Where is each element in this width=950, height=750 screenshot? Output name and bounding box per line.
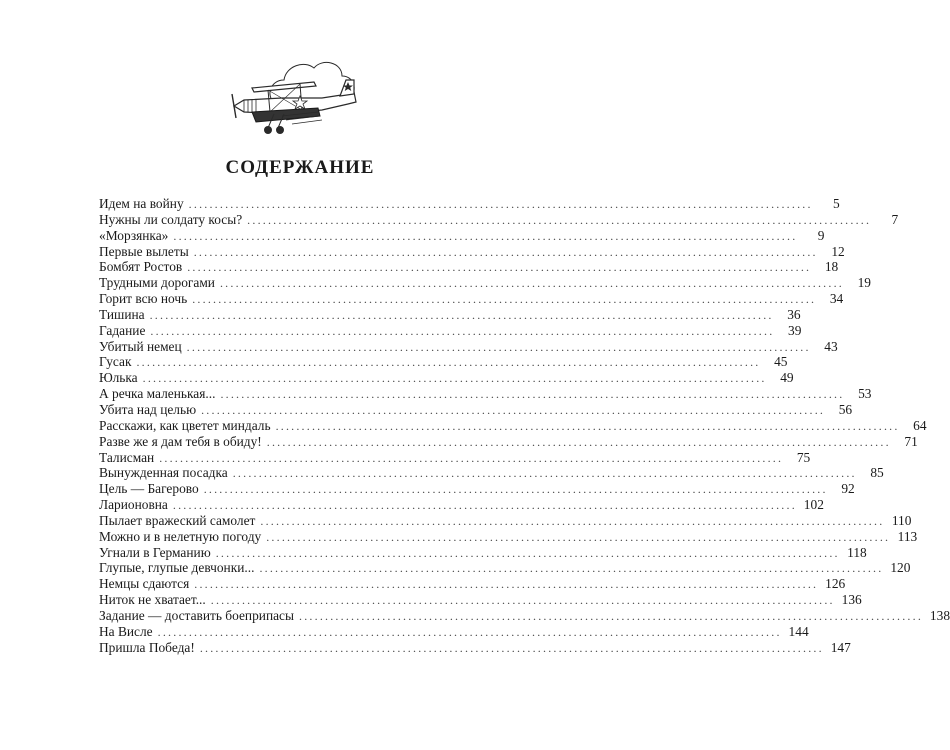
toc-entry [99,449,811,466]
toc-entry-title: Пришла Победа! [99,639,195,655]
dot-leader: ........................................................................................................................ [266,529,891,544]
toc-entry [99,512,912,529]
dot-leader: ........................................................................................................................ [210,593,835,608]
toc-entry [99,370,794,386]
toc-entry-page: 45 [774,354,788,370]
toc-entry-title: Убита над целью [99,401,197,417]
toc-entry-title: Цель — Багерово [99,481,199,497]
table-of-contents [99,196,950,655]
toc-entry-title: Трудными дорогами [99,275,215,291]
dot-leader: ........................................................................................................................ [266,434,891,449]
toc-entry-title: Бомбят Ростов [99,259,183,275]
toc-entry-page: 113 [897,528,918,544]
dot-leader: ........................................................................................................................ [172,498,797,513]
dot-leader: ........................................................................................................................ [215,545,840,560]
toc-entry-title: Гусак [99,354,132,370]
dot-leader: ........................................................................................................................ [219,276,844,291]
toc-entry-page: 138 [929,607,950,623]
toc-entry-page: 110 [891,512,912,528]
dot-leader: ........................................................................................................................ [186,339,811,354]
toc-entry-title: Глупые, глупые девчонки... [99,560,255,576]
toc-entry-title: Нужны ли солдату косы? [99,211,243,227]
dot-leader: ........................................................................................................................ [149,307,774,322]
toc-entry [99,623,809,640]
toc-entry [99,607,950,624]
toc-entry-page: 102 [803,497,824,513]
dot-leader: ........................................................................................................................ [220,387,845,402]
toc-entry-title: На Висле [99,623,153,639]
toc-entry-title: Разве же я дам тебя в обиду! [99,433,262,449]
toc-entry-title: Идем на войну [99,196,184,211]
toc-entry [99,497,824,513]
toc-entry [99,592,862,608]
toc-entry-page: 144 [788,623,809,639]
toc-entry-page: 36 [787,306,801,322]
toc-entry-page: 64 [913,417,927,433]
toc-entry-page: 75 [796,449,811,465]
toc-entry-title: Угнали в Германию [99,544,211,560]
toc-entry [99,291,844,307]
dot-leader: ........................................................................................................................ [201,402,826,417]
dot-leader: ........................................................................................................................ [194,577,819,592]
dot-leader: ........................................................................................................................ [142,371,767,386]
dot-leader: ........................................................................................................................ [260,513,885,528]
toc-entry-page: 34 [829,291,844,307]
toc-entry [99,275,871,291]
dot-leader: ........................................................................................................................ [247,212,872,227]
dot-leader: ........................................................................................................................ [136,355,761,370]
dot-leader: ........................................................................................................................ [187,260,812,275]
toc-entry [99,354,788,370]
page-title: СОДЕРЖАНИЕ [225,157,375,178]
toc-entry-page: 71 [904,433,918,449]
biplane-icon [222,50,372,146]
dot-leader: ........................................................................................................................ [157,624,782,639]
toc-entry-title: Ларионовна [99,497,168,513]
toc-entry [99,338,838,355]
toc-entry-page: 126 [825,576,846,592]
toc-entry-page: 5 [832,196,840,211]
toc-entry-page: 49 [780,370,794,386]
toc-entry-title: Немцы сдаются [99,576,190,592]
dot-leader: ........................................................................................................................ [299,608,924,623]
toc-entry-page: 39 [788,322,802,338]
toc-entry-title: Талисман [99,449,155,465]
toc-entry-page: 136 [841,592,862,608]
toc-entry [99,544,867,561]
toc-entry-page: 118 [847,544,867,560]
toc-entry-title: Первые вылеты [99,243,189,259]
toc-entry-page: 147 [830,639,851,655]
toc-entry-page: 53 [858,386,872,402]
toc-entry-page: 85 [870,465,884,481]
toc-entry [99,528,918,545]
toc-entry-title: Горит всю ночь [99,291,188,307]
toc-entry [99,465,884,481]
toc-entry-title: Пылает вражеский самолет [99,512,256,528]
biplane-illustration [222,50,372,146]
toc-entry [99,433,918,450]
toc-entry-title: Задание — доставить боеприпасы [99,607,295,623]
toc-entry-page: 56 [838,401,853,417]
toc-entry [99,417,927,434]
toc-entry-title: Можно и в нелетную погоду [99,528,262,544]
toc-entry-page: 92 [841,481,855,497]
toc-entry [99,322,802,339]
toc-entry [99,211,899,228]
toc-entry [99,639,851,656]
toc-entry-page: 19 [857,275,871,291]
toc-entry [99,227,825,244]
toc-entry-title: Юлька [99,370,138,386]
toc-entry-page: 9 [817,227,825,243]
toc-entry-title: Ниток не хватает... [99,592,206,608]
toc-entry-title: Убитый немец [99,338,182,354]
dot-leader: ........................................................................................................................ [188,197,813,211]
toc-entry-page: 18 [824,259,839,275]
toc-entry-title: А речка маленькая... [99,386,216,402]
toc-entry-page: 43 [824,338,838,354]
toc-entry [99,481,855,497]
toc-entry-title: Вынужденная посадка [99,465,228,481]
toc-entry [99,560,911,576]
toc-entry [99,306,801,323]
toc-entry [99,259,839,275]
toc-entry-page: 7 [891,211,899,227]
dot-leader: ........................................................................................................................ [193,244,818,259]
toc-entry [99,386,872,402]
toc-entry [99,576,846,592]
dot-leader: ........................................................................................................................ [259,561,884,576]
toc-entry-page: 12 [831,243,845,259]
toc-entry-title: Гадание [99,322,146,338]
toc-entry [99,243,845,260]
dot-leader: ........................................................................................................................ [275,418,900,433]
dot-leader: ........................................................................................................................ [203,482,828,497]
toc-entry-title: «Морзянка» [99,227,169,243]
dot-leader: ........................................................................................................................ [199,640,824,655]
dot-leader: ........................................................................................................................ [159,450,784,465]
dot-leader: ........................................................................................................................ [173,228,798,243]
toc-entry-title: Расскажи, как цветет миндаль [99,417,271,433]
toc-entry-title: Тишина [99,306,145,322]
toc-entry [99,401,853,418]
dot-leader: ........................................................................................................................ [150,323,775,338]
dot-leader: ........................................................................................................................ [192,292,817,307]
toc-entry-page: 120 [890,560,911,576]
toc-entry [99,196,840,212]
dot-leader: ........................................................................................................................ [232,466,857,481]
